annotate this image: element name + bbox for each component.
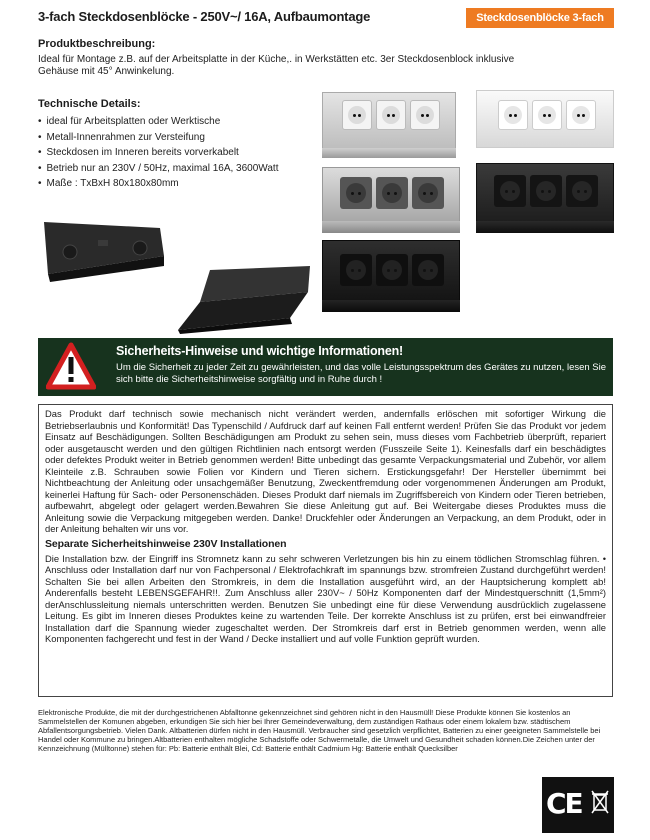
technical-heading: Technische Details:: [38, 98, 141, 110]
warning-triangle-icon: [46, 342, 96, 390]
list-item: • ideal für Arbeitsplatten oder Werktische: [38, 114, 279, 130]
warning-title: Sicherheits-Hinweise und wichtige Informationen!: [116, 344, 403, 358]
crossed-bin-icon: [590, 789, 610, 820]
warning-banner: [38, 338, 613, 396]
list-item: • Maße : TxBxH 80x180x80mm: [38, 176, 279, 192]
safety-box: [38, 404, 613, 697]
product-image-white: [476, 90, 614, 152]
product-image-angled-side: [40, 214, 170, 284]
product-image-black-front: [322, 240, 460, 312]
category-badge: Steckdosenblöcke 3-fach: [466, 8, 614, 28]
description-text: Ideal für Montage z.B. auf der Arbeitsplatte in der Küche,. in Werkstätten etc. 3er Steckdosenblock inklusive Gehäuse mit 45° Anwinkelung.: [38, 54, 515, 77]
disposal-footer-text: Elektronische Produkte, die mit der durchgestrichenen Abfalltonne gekennzeichnet sind gehören nicht in den Hausmüll! Diese Produkte können Sie kostenlos an Sammelstellen der Komunen abgeben, erkundigen Sie sich hier bei Ihrer Gemeindeverwaltung, dem zuständigen Rathaus oder einem lokalem bzw. städtischem Abfallentsorgungsbetrieb. Vielen Dank. Altbatterien dürfen nicht in den Hausmüll. Verbraucher sind gesetzlich verpflichtet, Batterien zu einer geeigneten Sammelstelle bei Handel oder Kommune zu bringen.Altbatterien enthalten mögliche Schadstoffe oder Schwermetalle, die Umwelt und Gesundheit schaden können.Die Zeichen unter der Kennzeichnung (Mülltonne) stehen für: Pb: Batterie enthält Blei, Cd: Batterie enthält Cadmium Hg: Batterie enthält Quecksilber: [38, 708, 601, 753]
product-image-silver-dark: [322, 167, 460, 233]
product-image-black: [476, 163, 614, 233]
list-item: • Metall-Innenrahmen zur Versteifung: [38, 130, 279, 146]
ce-mark-box: [542, 777, 614, 833]
technical-list: [38, 114, 279, 192]
separate-safety-heading: Separate Sicherheitshinweise 230V Installationen: [45, 537, 287, 550]
list-item: • Steckdosen im Inneren bereits vorverkabelt: [38, 145, 279, 161]
page-title: 3-fach Steckdosenblöcke - 250V~/ 16A, Aufbaumontage: [38, 9, 371, 24]
list-item: • Betrieb nur an 230V / 50Hz, maximal 16A, 3600Watt: [38, 161, 279, 177]
separate-safety-text: Die Installation bzw. der Eingriff ins Stromnetz kann zu sehr schweren Verletzungen bis hin zu einem tödlichen Stromschlag führen. • Anschluss oder Installation darf nur von Fachpersonal / Elektrofachkraft im spannungs bzw. stromfreien Zustand durchgeführt werden! Schalten Sie bei allen Arbeiten den Stromkreis, in dem die Installation ausgeführt wird, an der Hauptsicherung komplett ab! Anderenfalls besteht LEBENSGEFAHR!!. Zum Anschluss aller 230V~ / 50Hz Komponenten darf der Mindestquerschnitt (1,5mm²) derAnschlussleitung niemals unterschritten werden. Benutzen Sie unbedingt eine für diese Verwendung ausdrücklich zugelassene Leitung. Es gibt im Inneren dieses Produktes keine zu wartenden Teile. Der korrekte Anschluss ist zu prüfen, erst bei einwandfreier Installation darf die Spannung wieder zugeschaltet werden. Der Stromkreis darf erst in Betrieb genommen werden, wenn alle Komponenten fachgerecht und fest in der Wand / Decke installiert und auf volle Funktion geprüft wurden.: [45, 552, 606, 644]
product-image-angled-back: [170, 262, 314, 336]
ce-mark-logo: CE: [546, 787, 582, 820]
safety-general-text: Das Produkt darf technisch sowie mechanisch nicht verändert werden, andernfalls erlöschen mit sofortiger Wirkung die Betriebserlaubnis und Konformität! Das Typenschild / Aufdruck darf auf keinen Fall entfernt werden! Prüfen Sie das Produkt vor jedem Einsatz auf Beschädigungen. Sollten Beschädigungen am Produkt zu sehen sein, muss dieses vom Fachbetrieb überprüft, repariert oder ausgetauscht werden und den gültigen Richtlinien nach entsorgt werden (Fusszeile Seite 1). Keinesfalls darf ein beschädigtes oder defektes Produkt weiter in Betrieb genommen werden! Bitte unbedingt das gesamte Verpackungsmaterial und Zubehör, vor allem Kleinteile z.B. Schrauben sowie Folien vor Kindern und Tieren sichern. Erstickungsgefahr! Der Hersteller übernimmt bei Nichtbeachtung der Anleitung oder unsachgemäßer Benutzung, Zweckentfremdung oder vorgenommenen Änderungen am Produkt, keinerlei Haftung für Sach- oder Personenschäden. Dieses Produkt darf niemals im Zugriffsbereich von Kindern oder Tieren betrieben, aufbewahrt, abgelegt oder gelagert werden.Bewahren Sie diese Anleitung gut auf. Bei Weitergabe dieses Produktes muss die Anleitung sowie die Verpackung mitgegeben werden. Danke! Druckfehler oder Änderungen an Verpackung, an dem Produkt, oder in der Anleitung behalten wir uns vor.: [45, 408, 606, 534]
product-image-white-grey: [322, 92, 456, 158]
warning-text: Um die Sicherheit zu jeder Zeit zu gewährleisten, und das volle Leistungsspektrum des Gerätes zu nutzen, lesen Sie sich bitte die Sicherheitshinweise sorgfältig und in Ruhe durch !: [116, 362, 607, 385]
description-heading: Produktbeschreibung:: [38, 38, 156, 50]
